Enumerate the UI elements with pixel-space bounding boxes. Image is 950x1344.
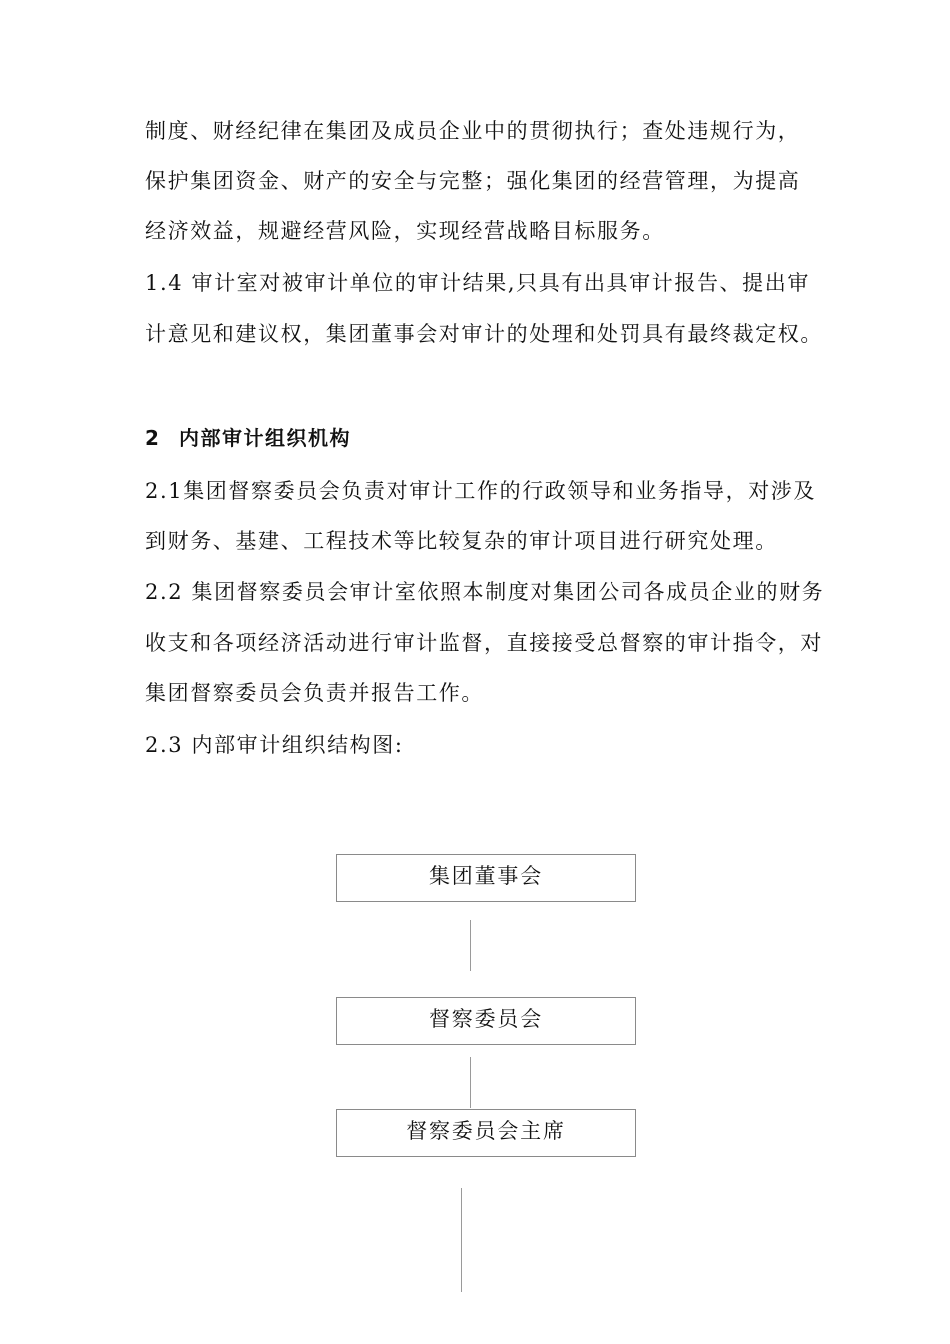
body-line: 到财务、基建、工程技术等比较复杂的审计项目进行研究处理。 <box>145 529 778 553</box>
org-connector <box>470 920 471 971</box>
clause-2-1-line: 2.1集团督察委员会负责对审计工作的行政领导和业务指导，对涉及 <box>145 479 816 503</box>
section-title: 内部审计组织机构 <box>179 426 351 450</box>
clause-2-2-line: 2.2 集团督察委员会审计室依照本制度对集团公司各成员企业的财务 <box>145 580 825 604</box>
clause-1-4-line: 1.4 审计室对被审计单位的审计结果,只具有出具审计报告、提出审 <box>145 271 810 295</box>
body-line: 制度、财经纪律在集团及成员企业中的贯彻执行；查处违规行为， <box>145 119 801 143</box>
body-line: 集团督察委员会负责并报告工作。 <box>145 681 484 705</box>
body-line: 计意见和建议权，集团董事会对审计的处理和处罚具有最终裁定权。 <box>145 322 823 346</box>
org-node-committee-chair: 督察委员会主席 <box>336 1109 636 1157</box>
body-line: 收支和各项经济活动进行审计监督，直接接受总督察的审计指令，对 <box>145 631 823 655</box>
section-heading <box>145 424 351 452</box>
org-node-supervisory-committee: 督察委员会 <box>336 997 636 1045</box>
clause-2-3-line: 2.3 内部审计组织结构图: <box>145 733 404 757</box>
section-number: 2 <box>145 426 161 450</box>
org-connector <box>461 1188 462 1292</box>
org-node-board: 集团董事会 <box>336 854 636 902</box>
org-connector <box>470 1057 471 1108</box>
body-line: 经济效益，规避经营风险，实现经营战略目标服务。 <box>145 219 665 243</box>
body-line: 保护集团资金、财产的安全与完整；强化集团的经营管理，为提高 <box>145 169 801 193</box>
